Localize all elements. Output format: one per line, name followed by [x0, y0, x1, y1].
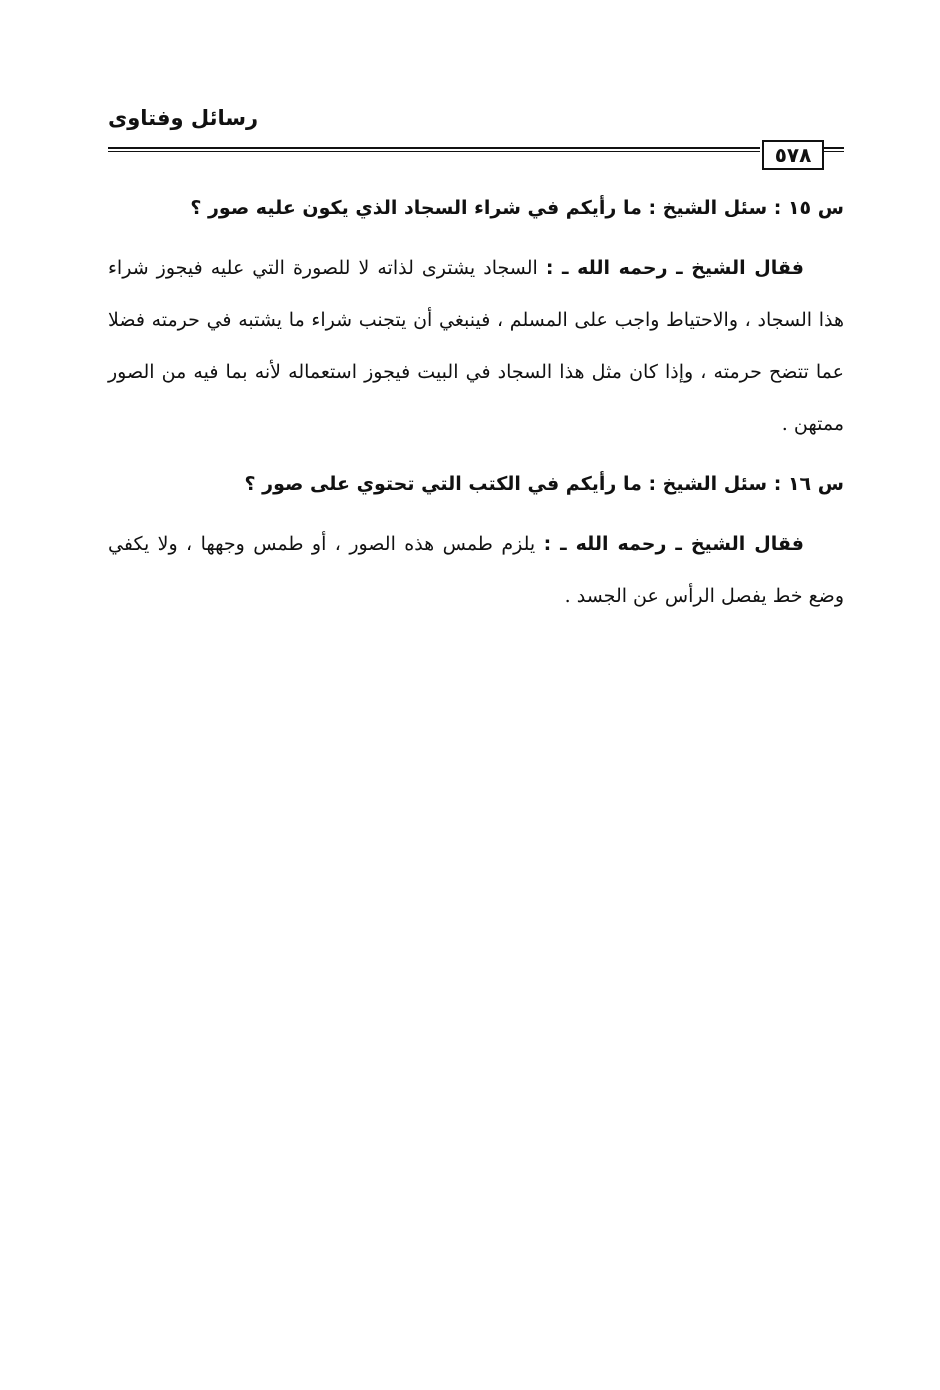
- page-body: [108, 182, 844, 630]
- page-number: ٥٧٨: [762, 140, 824, 170]
- answer-16: [108, 518, 844, 622]
- answer-text: يلزم طمس هذه الصور ، أو طمس وجهها ، ولا يكفي وضع خط يفصل الرأس عن الجسد .: [108, 533, 844, 607]
- answer-15: [108, 242, 844, 450]
- header-rule-right: [822, 147, 844, 152]
- header-rule-left: [108, 147, 760, 152]
- page-header: [108, 100, 844, 170]
- answer-speaker: فقال الشيخ ـ رحمه الله ـ :: [543, 533, 805, 555]
- answer-speaker: فقال الشيخ ـ رحمه الله ـ :: [545, 257, 804, 279]
- running-title: رسائل وفتاوى: [108, 106, 259, 130]
- header-rule: [108, 140, 844, 170]
- question-16: س ١٦ : سئل الشيخ : ما رأيكم في الكتب التي تحتوي على صور ؟: [244, 473, 844, 495]
- question-15: س ١٥ : سئل الشيخ : ما رأيكم في شراء السجاد الذي يكون عليه صور ؟: [190, 197, 844, 219]
- answer-text: السجاد يشترى لذاته لا للصورة التي عليه فيجوز شراء هذا السجاد ، والاحتياط واجب على المسلم ، فينبغي أن يتجنب شراء ما يشتبه في حرمته فضلا عما تتضح حرمته ، وإذا كان مثل هذا السجاد في البيت فيجوز استعماله لأنه بما فيه من الصور ممتهن .: [108, 257, 844, 435]
